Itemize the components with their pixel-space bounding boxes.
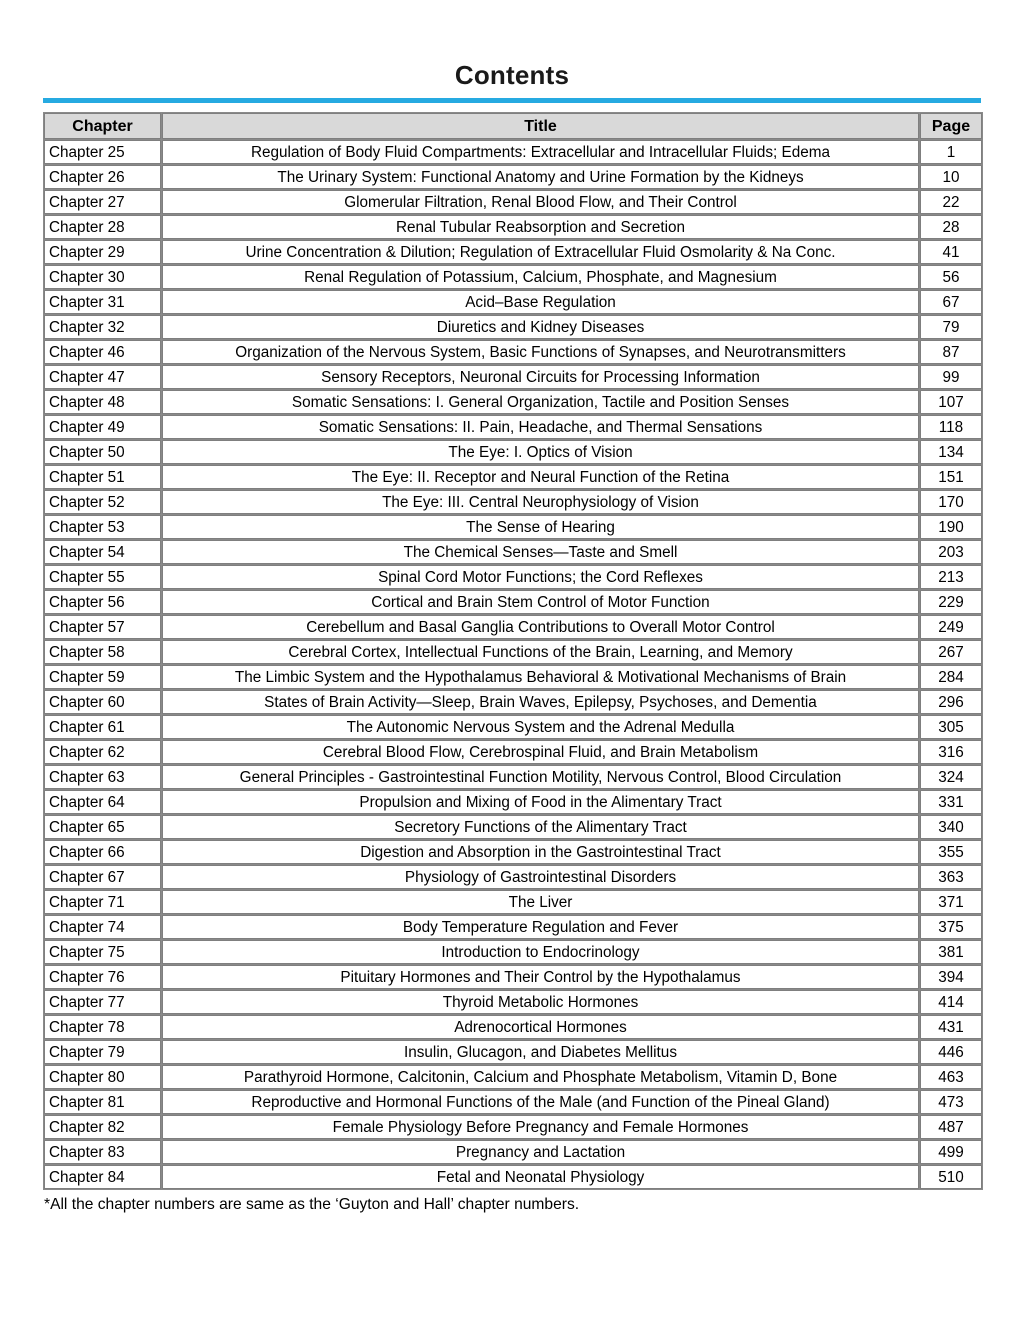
table-row	[44, 290, 982, 314]
table-row	[44, 1090, 982, 1114]
table-row	[44, 540, 982, 564]
cell-title: The Liver	[162, 890, 919, 914]
cell-page: 22	[920, 190, 982, 214]
cell-chapter: Chapter 77	[44, 990, 161, 1014]
table-row	[44, 165, 982, 189]
cell-title: The Limbic System and the Hypothalamus Behavioral & Motivational Mechanisms of Brain	[162, 665, 919, 689]
cell-page: 170	[920, 490, 982, 514]
cell-chapter: Chapter 80	[44, 1065, 161, 1089]
cell-title: Propulsion and Mixing of Food in the Alimentary Tract	[162, 790, 919, 814]
header-row	[44, 113, 982, 139]
table-row	[44, 565, 982, 589]
table-row	[44, 365, 982, 389]
table-header	[44, 113, 982, 139]
cell-page: 340	[920, 815, 982, 839]
cell-title: The Eye: I. Optics of Vision	[162, 440, 919, 464]
cell-chapter: Chapter 54	[44, 540, 161, 564]
cell-title: Reproductive and Hormonal Functions of the Male (and Function of the Pineal Gland)	[162, 1090, 919, 1114]
column-header-title: Title	[162, 113, 919, 139]
cell-title: Secretory Functions of the Alimentary Tract	[162, 815, 919, 839]
cell-title: Body Temperature Regulation and Fever	[162, 915, 919, 939]
cell-chapter: Chapter 65	[44, 815, 161, 839]
table-row	[44, 740, 982, 764]
cell-page: 190	[920, 515, 982, 539]
cell-chapter: Chapter 50	[44, 440, 161, 464]
column-header-page: Page	[920, 113, 982, 139]
cell-page: 249	[920, 615, 982, 639]
cell-title: Cerebral Blood Flow, Cerebrospinal Fluid, and Brain Metabolism	[162, 740, 919, 764]
cell-page: 463	[920, 1065, 982, 1089]
table-row	[44, 1165, 982, 1189]
table-row	[44, 440, 982, 464]
table-row	[44, 1140, 982, 1164]
cell-chapter: Chapter 81	[44, 1090, 161, 1114]
footnote: *All the chapter numbers are same as the ‘Guyton and Hall’ chapter numbers.	[44, 1196, 580, 1213]
table-row	[44, 765, 982, 789]
cell-title: Parathyroid Hormone, Calcitonin, Calcium and Phosphate Metabolism, Vitamin D, Bone	[162, 1065, 919, 1089]
cell-chapter: Chapter 64	[44, 790, 161, 814]
table-row	[44, 140, 982, 164]
cell-title: General Principles - Gastrointestinal Function Motility, Nervous Control, Blood Circulation	[162, 765, 919, 789]
table-row	[44, 340, 982, 364]
cell-title: Fetal and Neonatal Physiology	[162, 1165, 919, 1189]
table-row	[44, 240, 982, 264]
cell-chapter: Chapter 63	[44, 765, 161, 789]
cell-chapter: Chapter 25	[44, 140, 161, 164]
table-row	[44, 1115, 982, 1139]
table-row	[44, 1065, 982, 1089]
cell-chapter: Chapter 79	[44, 1040, 161, 1064]
cell-title: The Eye: II. Receptor and Neural Function of the Retina	[162, 465, 919, 489]
table-row	[44, 940, 982, 964]
cell-chapter: Chapter 32	[44, 315, 161, 339]
table-row	[44, 615, 982, 639]
cell-page: 118	[920, 415, 982, 439]
cell-page: 331	[920, 790, 982, 814]
cell-chapter: Chapter 52	[44, 490, 161, 514]
table-row	[44, 215, 982, 239]
cell-chapter: Chapter 55	[44, 565, 161, 589]
table-row	[44, 915, 982, 939]
cell-page: 267	[920, 640, 982, 664]
table-row	[44, 465, 982, 489]
cell-page: 487	[920, 1115, 982, 1139]
cell-title: Insulin, Glucagon, and Diabetes Mellitus	[162, 1040, 919, 1064]
table-row	[44, 1040, 982, 1064]
cell-page: 363	[920, 865, 982, 889]
cell-chapter: Chapter 26	[44, 165, 161, 189]
cell-page: 213	[920, 565, 982, 589]
cell-chapter: Chapter 82	[44, 1115, 161, 1139]
cell-title: Cerebral Cortex, Intellectual Functions of the Brain, Learning, and Memory	[162, 640, 919, 664]
cell-title: Cortical and Brain Stem Control of Motor Function	[162, 590, 919, 614]
cell-page: 473	[920, 1090, 982, 1114]
cell-chapter: Chapter 51	[44, 465, 161, 489]
table-row	[44, 665, 982, 689]
cell-chapter: Chapter 66	[44, 840, 161, 864]
cell-chapter: Chapter 61	[44, 715, 161, 739]
cell-title: Acid–Base Regulation	[162, 290, 919, 314]
table-row	[44, 1015, 982, 1039]
table-row	[44, 990, 982, 1014]
cell-title: Renal Regulation of Potassium, Calcium, Phosphate, and Magnesium	[162, 265, 919, 289]
table-row	[44, 815, 982, 839]
table-row	[44, 490, 982, 514]
cell-title: States of Brain Activity—Sleep, Brain Waves, Epilepsy, Psychoses, and Dementia	[162, 690, 919, 714]
cell-page: 203	[920, 540, 982, 564]
cell-page: 56	[920, 265, 982, 289]
cell-page: 414	[920, 990, 982, 1014]
cell-chapter: Chapter 59	[44, 665, 161, 689]
cell-page: 381	[920, 940, 982, 964]
cell-page: 67	[920, 290, 982, 314]
table-row	[44, 590, 982, 614]
page-title: Contents	[454, 60, 570, 90]
cell-title: The Chemical Senses—Taste and Smell	[162, 540, 919, 564]
cell-page: 10	[920, 165, 982, 189]
cell-title: Organization of the Nervous System, Basic Functions of Synapses, and Neurotransmitters	[162, 340, 919, 364]
cell-title: Digestion and Absorption in the Gastrointestinal Tract	[162, 840, 919, 864]
cell-page: 499	[920, 1140, 982, 1164]
cell-title: Diuretics and Kidney Diseases	[162, 315, 919, 339]
cell-chapter: Chapter 78	[44, 1015, 161, 1039]
cell-chapter: Chapter 48	[44, 390, 161, 414]
cell-chapter: Chapter 84	[44, 1165, 161, 1189]
cell-chapter: Chapter 75	[44, 940, 161, 964]
cell-title: Regulation of Body Fluid Compartments: Extracellular and Intracellular Fluids; Edema	[162, 140, 919, 164]
table-row	[44, 790, 982, 814]
cell-title: Adrenocortical Hormones	[162, 1015, 919, 1039]
table-row	[44, 515, 982, 539]
cell-title: The Eye: III. Central Neurophysiology of Vision	[162, 490, 919, 514]
cell-chapter: Chapter 28	[44, 215, 161, 239]
cell-page: 296	[920, 690, 982, 714]
cell-chapter: Chapter 31	[44, 290, 161, 314]
column-header-chapter: Chapter	[44, 113, 161, 139]
cell-page: 134	[920, 440, 982, 464]
cell-page: 41	[920, 240, 982, 264]
cell-title: Glomerular Filtration, Renal Blood Flow, and Their Control	[162, 190, 919, 214]
cell-page: 431	[920, 1015, 982, 1039]
title-accent-rule	[43, 98, 981, 103]
cell-chapter: Chapter 53	[44, 515, 161, 539]
cell-chapter: Chapter 71	[44, 890, 161, 914]
cell-page: 510	[920, 1165, 982, 1189]
cell-title: Cerebellum and Basal Ganglia Contributions to Overall Motor Control	[162, 615, 919, 639]
table-body	[44, 140, 982, 1189]
cell-chapter: Chapter 47	[44, 365, 161, 389]
cell-chapter: Chapter 67	[44, 865, 161, 889]
cell-page: 305	[920, 715, 982, 739]
cell-title: Somatic Sensations: I. General Organization, Tactile and Position Senses	[162, 390, 919, 414]
cell-chapter: Chapter 83	[44, 1140, 161, 1164]
cell-chapter: Chapter 27	[44, 190, 161, 214]
cell-title: Thyroid Metabolic Hormones	[162, 990, 919, 1014]
cell-title: Spinal Cord Motor Functions; the Cord Reflexes	[162, 565, 919, 589]
cell-chapter: Chapter 29	[44, 240, 161, 264]
cell-page: 316	[920, 740, 982, 764]
cell-page: 355	[920, 840, 982, 864]
table-row	[44, 190, 982, 214]
cell-page: 28	[920, 215, 982, 239]
table-row	[44, 865, 982, 889]
cell-title: Female Physiology Before Pregnancy and Female Hormones	[162, 1115, 919, 1139]
cell-page: 151	[920, 465, 982, 489]
cell-chapter: Chapter 58	[44, 640, 161, 664]
table-row	[44, 640, 982, 664]
cell-title: Renal Tubular Reabsorption and Secretion	[162, 215, 919, 239]
cell-page: 1	[920, 140, 982, 164]
cell-page: 99	[920, 365, 982, 389]
cell-chapter: Chapter 49	[44, 415, 161, 439]
table-row	[44, 415, 982, 439]
cell-title: Introduction to Endocrinology	[162, 940, 919, 964]
table-of-contents	[43, 112, 981, 1190]
cell-page: 107	[920, 390, 982, 414]
table-row	[44, 890, 982, 914]
cell-title: The Sense of Hearing	[162, 515, 919, 539]
table-row	[44, 315, 982, 339]
cell-page: 284	[920, 665, 982, 689]
cell-title: Pregnancy and Lactation	[162, 1140, 919, 1164]
cell-chapter: Chapter 62	[44, 740, 161, 764]
table-row	[44, 390, 982, 414]
contents-table	[43, 112, 983, 1190]
cell-page: 394	[920, 965, 982, 989]
cell-chapter: Chapter 30	[44, 265, 161, 289]
cell-page: 79	[920, 315, 982, 339]
table-row	[44, 840, 982, 864]
table-row	[44, 965, 982, 989]
cell-title: Sensory Receptors, Neuronal Circuits for Processing Information	[162, 365, 919, 389]
table-row	[44, 715, 982, 739]
cell-page: 87	[920, 340, 982, 364]
cell-chapter: Chapter 74	[44, 915, 161, 939]
cell-title: Physiology of Gastrointestinal Disorders	[162, 865, 919, 889]
cell-title: Somatic Sensations: II. Pain, Headache, and Thermal Sensations	[162, 415, 919, 439]
cell-page: 375	[920, 915, 982, 939]
cell-title: Urine Concentration & Dilution; Regulation of Extracellular Fluid Osmolarity & Na Conc.	[162, 240, 919, 264]
cell-title: The Urinary System: Functional Anatomy and Urine Formation by the Kidneys	[162, 165, 919, 189]
table-row	[44, 265, 982, 289]
table-row	[44, 690, 982, 714]
cell-chapter: Chapter 60	[44, 690, 161, 714]
cell-page: 229	[920, 590, 982, 614]
cell-page: 446	[920, 1040, 982, 1064]
cell-page: 371	[920, 890, 982, 914]
cell-chapter: Chapter 46	[44, 340, 161, 364]
cell-chapter: Chapter 56	[44, 590, 161, 614]
cell-chapter: Chapter 76	[44, 965, 161, 989]
cell-page: 324	[920, 765, 982, 789]
cell-title: The Autonomic Nervous System and the Adrenal Medulla	[162, 715, 919, 739]
cell-chapter: Chapter 57	[44, 615, 161, 639]
cell-title: Pituitary Hormones and Their Control by the Hypothalamus	[162, 965, 919, 989]
